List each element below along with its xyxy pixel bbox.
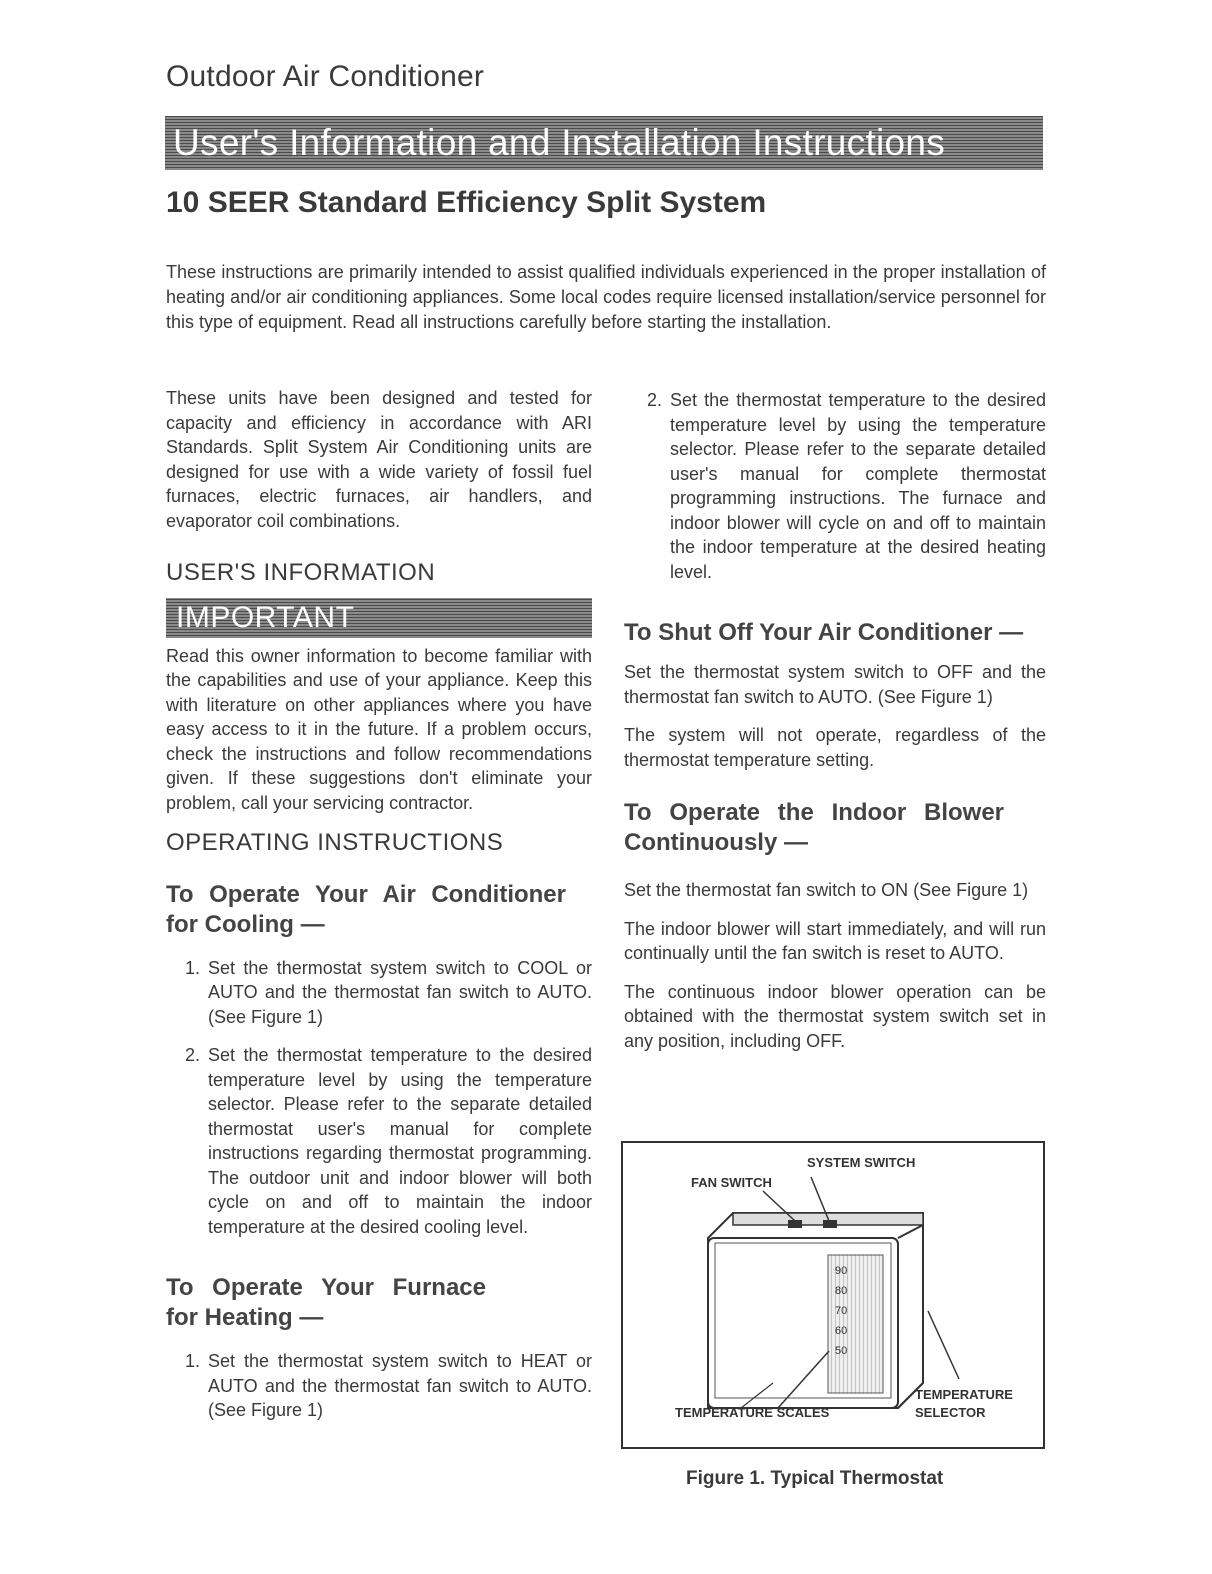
cooling-step-1 [166,956,592,1030]
cooling-step-2 [166,1043,592,1239]
heating-step-2 [624,388,1046,584]
title-banner: User's Information and Installation Instructions [165,116,1043,170]
step-text: Set the thermostat system switch to COOL or AUTO and the thermostat fan switch to AUTO. (See Figure 1) [208,957,592,1027]
temperature-scale-values [835,1261,847,1361]
thermostat-figure [621,1141,1045,1449]
operating-instructions-heading: OPERATING INSTRUCTIONS [166,829,504,856]
shutoff-heading: To Shut Off Your Air Conditioner — [624,619,1024,646]
users-information-heading: USER'S INFORMATION [166,559,436,586]
document-title: Outdoor Air Conditioner [166,60,485,93]
step-text: Set the thermostat temperature to the desired temperature level by using the temperature selector. Please refer to the separate detailed user's manual for complete thermostat programming instructions. The furnace and indoor blower will cycle on and off to maintain the indoor temperature at the desired heating level. [670,390,1046,582]
left-column [166,386,592,1423]
document-subtitle: 10 SEER Standard Efficiency Split System [166,186,767,219]
heating-heading: To Operate Your Furnace for Heating — [166,1274,486,1331]
scale-value: 80 [835,1285,848,1297]
blower-paragraph-2: The indoor blower will start immediately, and will run continually until the fan switch is reset to AUTO. [624,918,1046,963]
step-number: 2. [184,1045,200,1065]
fan-switch-label: FAN SWITCH [691,1175,772,1190]
shutoff-paragraph-2: The system will not operate, regardless of the thermostat temperature setting. [624,725,1046,770]
cooling-heading: To Operate Your Air Conditioner for Cooling — [166,880,566,938]
important-banner: IMPORTANT [166,598,592,638]
blower-heading: To Operate the Indoor Blower Continuously — [624,799,1004,856]
blower-paragraph-1: Set the thermostat fan switch to ON (See Figure 1) [624,880,1029,900]
figure-caption: Figure 1. Typical Thermostat [686,1468,944,1489]
scale-value: 70 [835,1305,848,1317]
important-paragraph: Read this owner information to become familiar with the capabilities and use of your appliance. Keep this with literature on other appliances where you have easy access to it in the future. If a problem occurs, check the instructions and follow recommendations given. If these suggestions don't eliminate your problem, call your servicing contractor. [166,645,592,813]
temperature-scales-label: TEMPERATURE SCALES [675,1405,830,1420]
step-number: 1. [184,1351,200,1371]
scale-value: 50 [835,1345,848,1357]
step-text: Set the thermostat temperature to the desired temperature level by using the temperature selector. Please refer to the separate detailed thermostat user's manual for complete instructions regarding thermostat programming. The outdoor unit and indoor blower will both cycle on and off to maintain the indoor temperature at the desired cooling level. [208,1045,592,1237]
shutoff-paragraph-1: Set the thermostat system switch to OFF and the thermostat fan switch to AUTO. (See Figure 1) [624,662,1046,707]
system-switch-label: SYSTEM SWITCH [807,1155,916,1170]
step-number: 1. [184,957,200,978]
right-column [624,388,1046,1053]
scale-value: 60 [835,1325,848,1337]
design-paragraph: These units have been designed and tested for capacity and efficiency in accordance with ARI Standards. Split System Air Conditioning units are designed for use with a wide variety of fossil fuel furnaces, electric furnaces, air handlers, and evaporator coil combinations. [166,388,592,531]
heating-step-1 [166,1349,592,1423]
step-number: 2. [646,390,662,410]
temperature-selector-label-line2: SELECTOR [915,1405,986,1420]
temperature-selector-label-line1: TEMPERATURE [915,1387,1013,1402]
intro-paragraph: These instructions are primarily intended to assist qualified individuals experienced in the proper installation of heating and/or air conditioning appliances. Some local codes require licensed installation/service personnel for this type of equipment. Read all instructions carefully before starting the installation. [166,262,1046,332]
scale-value: 90 [835,1265,848,1277]
blower-paragraph-3: The continuous indoor blower operation can be obtained with the thermostat system switch set in any position, including OFF. [624,981,1046,1051]
step-text: Set the thermostat system switch to HEAT or AUTO and the thermostat fan switch to AUTO. (See Figure 1) [208,1351,592,1420]
